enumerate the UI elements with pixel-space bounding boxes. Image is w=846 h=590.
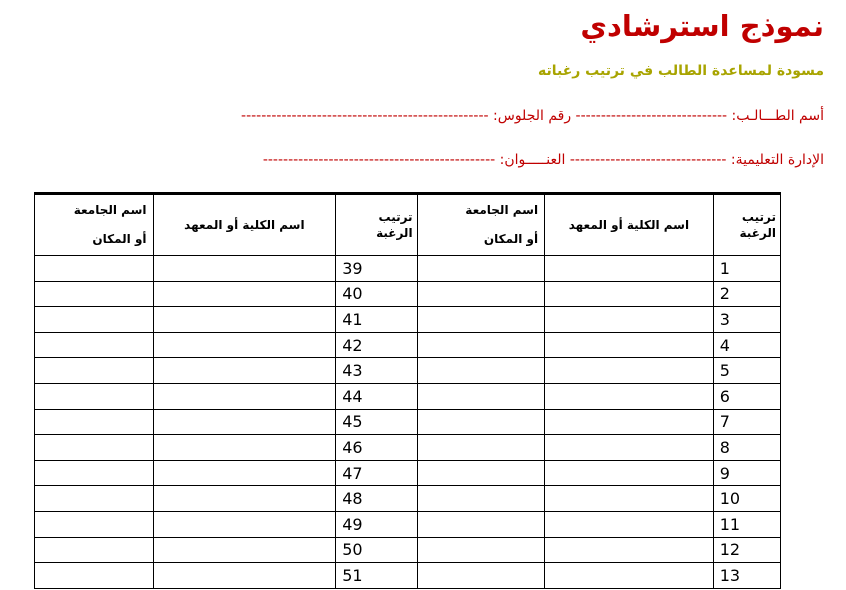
- college-cell-right: [545, 486, 714, 512]
- university-cell-left: [35, 281, 154, 307]
- header-college-left: اسم الكلية أو المعهد: [153, 194, 336, 256]
- rank-cell-right: 4: [713, 332, 780, 358]
- college-cell-right: [545, 460, 714, 486]
- table-row: [35, 307, 781, 333]
- university-cell-right: [417, 256, 545, 282]
- university-cell-right: [417, 460, 545, 486]
- table-row: [35, 537, 781, 563]
- college-cell-left: [153, 460, 336, 486]
- college-cell-left: [153, 486, 336, 512]
- header-rank-left: [336, 194, 417, 256]
- page-title: نموذج استرشادي: [580, 9, 824, 43]
- university-cell-left: [35, 256, 154, 282]
- college-cell-left: [153, 307, 336, 333]
- rank-cell-right: 10: [713, 486, 780, 512]
- university-cell-left: [35, 332, 154, 358]
- rank-cell-left: 44: [336, 383, 417, 409]
- rank-cell-right: 3: [713, 307, 780, 333]
- rank-cell-right: 5: [713, 358, 780, 384]
- header-university-line1: اسم الجامعة: [465, 203, 539, 217]
- directorate-address-line: الإدارة التعليمية: ------------------------------- العنـــــوان: ----------------------------------------------: [262, 152, 824, 168]
- university-cell-right: [417, 332, 545, 358]
- university-cell-left: [35, 486, 154, 512]
- college-cell-left: [153, 435, 336, 461]
- university-cell-right: [417, 383, 545, 409]
- rank-cell-right: 6: [713, 383, 780, 409]
- university-cell-left: [35, 409, 154, 435]
- header-university-line2: أو المكان: [483, 232, 539, 246]
- rank-cell-left: 39: [336, 256, 417, 282]
- rank-cell-left: 42: [336, 332, 417, 358]
- college-cell-left: [153, 537, 336, 563]
- university-cell-right: [417, 563, 545, 589]
- university-cell-left: [35, 460, 154, 486]
- rank-cell-left: 49: [336, 511, 417, 537]
- university-cell-right: [417, 358, 545, 384]
- table-row: [35, 332, 781, 358]
- college-cell-right: [545, 511, 714, 537]
- university-cell-right: [417, 537, 545, 563]
- university-cell-right: [417, 435, 545, 461]
- table-body: [35, 256, 781, 589]
- table-row: [35, 256, 781, 282]
- college-cell-right: [545, 256, 714, 282]
- rank-cell-left: 47: [336, 460, 417, 486]
- header-university-line1: اسم الجامعة: [73, 203, 147, 217]
- university-cell-right: [417, 486, 545, 512]
- rank-cell-left: 48: [336, 486, 417, 512]
- college-cell-left: [153, 409, 336, 435]
- university-cell-left: [35, 511, 154, 537]
- header-rank-line1: ترتيب: [741, 210, 776, 224]
- rank-cell-right: 7: [713, 409, 780, 435]
- header-university-right: [417, 194, 545, 256]
- university-cell-right: [417, 281, 545, 307]
- table-row: [35, 383, 781, 409]
- university-cell-left: [35, 358, 154, 384]
- table-row: [35, 511, 781, 537]
- university-cell-left: [35, 537, 154, 563]
- table-row: [35, 460, 781, 486]
- university-cell-left: [35, 563, 154, 589]
- header-rank-line2: الرغبة: [376, 226, 413, 240]
- header-rank-right: [713, 194, 780, 256]
- college-cell-left: [153, 256, 336, 282]
- university-cell-left: [35, 435, 154, 461]
- college-cell-right: [545, 307, 714, 333]
- preferences-table: [34, 192, 781, 589]
- table-header-row: [35, 194, 781, 256]
- college-cell-right: [545, 537, 714, 563]
- college-cell-right: [545, 281, 714, 307]
- rank-cell-right: 12: [713, 537, 780, 563]
- rank-cell-left: 43: [336, 358, 417, 384]
- rank-cell-left: 45: [336, 409, 417, 435]
- rank-cell-left: 41: [336, 307, 417, 333]
- table-row: [35, 281, 781, 307]
- college-cell-right: [545, 383, 714, 409]
- college-cell-right: [545, 435, 714, 461]
- table-row: [35, 486, 781, 512]
- university-cell-left: [35, 383, 154, 409]
- college-cell-right: [545, 409, 714, 435]
- rank-cell-left: 50: [336, 537, 417, 563]
- university-cell-right: [417, 307, 545, 333]
- college-cell-left: [153, 563, 336, 589]
- college-cell-right: [545, 563, 714, 589]
- rank-cell-left: 40: [336, 281, 417, 307]
- university-cell-right: [417, 409, 545, 435]
- college-cell-left: [153, 358, 336, 384]
- table-row: [35, 409, 781, 435]
- rank-cell-right: 1: [713, 256, 780, 282]
- header-university-line2: أو المكان: [92, 232, 147, 246]
- university-cell-right: [417, 511, 545, 537]
- college-cell-left: [153, 332, 336, 358]
- header-rank-line1: ترتيب: [378, 210, 413, 224]
- college-cell-left: [153, 281, 336, 307]
- rank-cell-right: 2: [713, 281, 780, 307]
- rank-cell-right: 13: [713, 563, 780, 589]
- university-cell-left: [35, 307, 154, 333]
- header-rank-line2: الرغبة: [739, 226, 776, 240]
- college-cell-left: [153, 511, 336, 537]
- page-subtitle: مسودة لمساعدة الطالب في ترتيب رغباته: [537, 63, 824, 79]
- table-row: [35, 358, 781, 384]
- student-name-seat-line: أسم الطـــالـب: ------------------------------ رقم الجلوس: -------------------------------------------------: [241, 108, 824, 124]
- rank-cell-right: 8: [713, 435, 780, 461]
- college-cell-right: [545, 332, 714, 358]
- college-cell-right: [545, 358, 714, 384]
- header-university-left: [35, 194, 154, 256]
- table-row: [35, 563, 781, 589]
- rank-cell-right: 9: [713, 460, 780, 486]
- college-cell-left: [153, 383, 336, 409]
- rank-cell-left: 51: [336, 563, 417, 589]
- header-college-right: اسم الكلية أو المعهد: [545, 194, 714, 256]
- rank-cell-right: 11: [713, 511, 780, 537]
- rank-cell-left: 46: [336, 435, 417, 461]
- table-row: [35, 435, 781, 461]
